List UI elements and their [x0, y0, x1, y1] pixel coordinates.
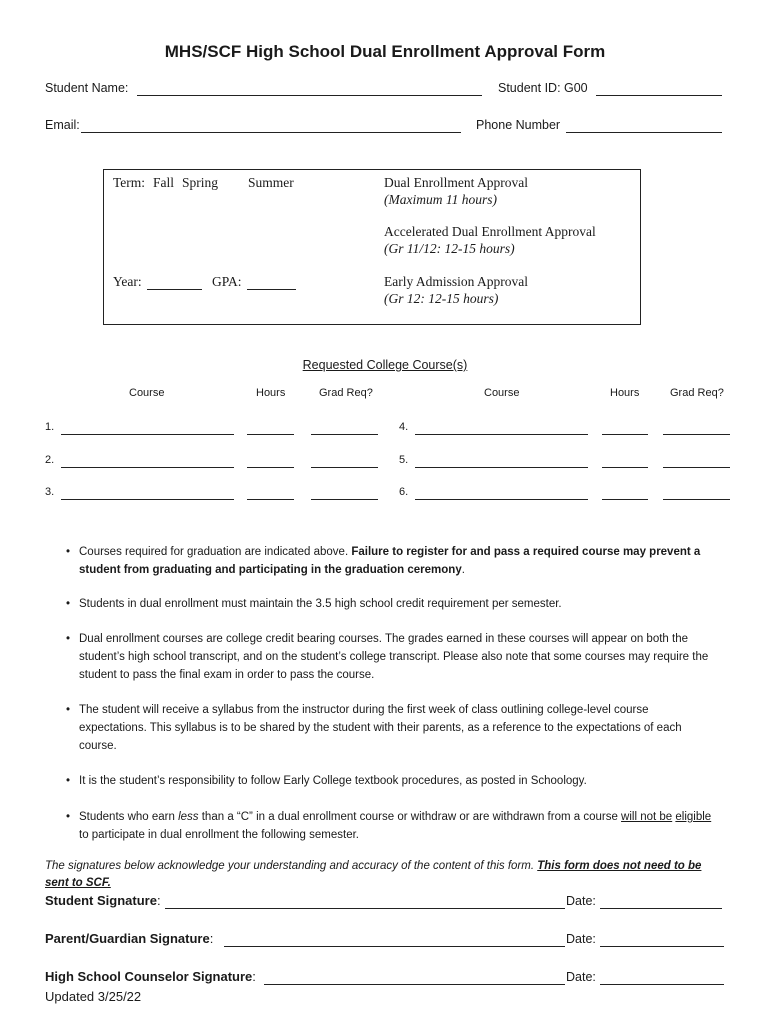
term-label: Term:: [113, 175, 146, 190]
approval-accelerated[interactable]: Accelerated Dual Enrollment Approval: [384, 224, 596, 239]
parent-date-field[interactable]: [600, 946, 724, 947]
course-field[interactable]: [415, 499, 588, 500]
colon: :: [209, 931, 214, 946]
parent-signature-label: [45, 931, 213, 946]
acknowledgement-bold: This form does not need to be sent to SCF.: [45, 860, 702, 889]
approval-accelerated-note: (Gr 11/12: 12-15 hours): [384, 241, 515, 256]
bullet-icon: •: [66, 633, 71, 645]
gradreq-field[interactable]: [311, 467, 378, 468]
list-item-text: [79, 543, 715, 579]
bullet-icon: •: [66, 546, 71, 558]
hours-field[interactable]: [602, 467, 648, 468]
phone-field[interactable]: [566, 132, 722, 133]
form-title: MHS/SCF High School Dual Enrollment Approval Form: [164, 42, 606, 61]
student-name-label: Student Name:: [45, 81, 129, 95]
col-gradreq-right: Grad Req?: [670, 387, 724, 399]
student-signature-text: Student Signature: [45, 893, 157, 908]
hours-field[interactable]: [602, 499, 648, 500]
bullet-icon: •: [66, 811, 71, 823]
list-item-text-underline: eligible: [675, 811, 712, 823]
list-item-text: [79, 808, 715, 844]
student-date-label: Date:: [566, 894, 596, 908]
col-hours-right: Hours: [610, 387, 640, 399]
course-field[interactable]: [61, 434, 234, 435]
col-course-left: Course: [129, 387, 165, 399]
courses-title: Requested College Course(s): [302, 358, 468, 372]
list-item-text: The student will receive a syllabus from the instructor during the first week of class outlining college-level course expectations. This syllabus is to be shared by the student with their parents, as a reference to the expectations of each course.: [79, 704, 682, 752]
term-approval-box: [103, 169, 641, 325]
gradreq-field[interactable]: [311, 499, 378, 500]
gradreq-field[interactable]: [663, 434, 730, 435]
student-name-field[interactable]: [137, 95, 482, 96]
phone-label: Phone Number: [476, 118, 561, 132]
gpa-label: GPA:: [212, 274, 242, 289]
parent-signature-text: Parent/Guardian Signature: [45, 931, 210, 946]
student-id-field[interactable]: [596, 95, 722, 96]
email-field[interactable]: [81, 132, 461, 133]
term-option-fall[interactable]: Fall: [153, 175, 175, 190]
term-option-summer[interactable]: Summer: [248, 175, 294, 190]
row-number: 6.: [399, 486, 409, 498]
parent-date-label: Date:: [566, 932, 596, 946]
list-item-text-part: Students who earn: [79, 811, 179, 823]
list-item-text-end: .: [461, 564, 465, 576]
list-item-text: Dual enrollment courses are college credit bearing courses. The grades earned in these courses will appear on both the student’s high school transcript, and on the student’s college transcript. Please also note that some courses may require the student to pass the final exam in order to pass the course.: [79, 633, 709, 681]
year-label: Year:: [113, 274, 142, 289]
counselor-date-field[interactable]: [600, 984, 724, 985]
email-label: Email:: [45, 118, 80, 132]
list-item-text-bold: Failure to register for and pass a required course may prevent a student from graduating and participating in the graduation ceremony: [79, 546, 701, 576]
approval-dual-enrollment-note: (Maximum 11 hours): [384, 192, 497, 207]
col-hours-left: Hours: [256, 387, 286, 399]
gradreq-field[interactable]: [663, 499, 730, 500]
counselor-signature-label: [45, 969, 256, 984]
gradreq-field[interactable]: [311, 434, 378, 435]
approval-early-admission[interactable]: Early Admission Approval: [384, 274, 528, 289]
hours-field[interactable]: [247, 499, 294, 500]
row-number: 3.: [45, 486, 55, 498]
row-number: 2.: [45, 454, 55, 466]
gradreq-field[interactable]: [663, 467, 730, 468]
hours-field[interactable]: [602, 434, 648, 435]
list-item-text-italic: less: [178, 811, 199, 823]
student-signature-label: [45, 893, 161, 908]
hours-field[interactable]: [247, 467, 294, 468]
updated-date: Updated 3/25/22: [45, 989, 142, 1004]
row-number: 1.: [45, 421, 55, 433]
colon: :: [156, 893, 161, 908]
list-item-text: Students in dual enrollment must maintain the 3.5 high school credit requirement per semester.: [79, 598, 562, 610]
student-id-label: Student ID: G00: [498, 81, 588, 95]
colon: :: [252, 969, 256, 984]
year-field[interactable]: [147, 289, 202, 290]
counselor-signature-text: High School Counselor Signature: [45, 969, 253, 984]
counselor-signature-field[interactable]: [264, 984, 565, 985]
acknowledgement-italic: The signatures below acknowledge your understanding and accuracy of the content of this form.: [45, 860, 538, 872]
approval-early-admission-note: (Gr 12: 12-15 hours): [384, 291, 499, 306]
student-date-field[interactable]: [600, 908, 722, 909]
col-gradreq-left: Grad Req?: [319, 387, 373, 399]
course-field[interactable]: [61, 499, 234, 500]
acknowledgement-text: [45, 858, 725, 892]
approval-dual-enrollment[interactable]: Dual Enrollment Approval: [384, 175, 528, 190]
gpa-field[interactable]: [247, 289, 296, 290]
row-number: 5.: [399, 454, 409, 466]
list-item-text-plain: Courses required for graduation are indicated above.: [79, 546, 352, 558]
student-signature-field[interactable]: [165, 908, 565, 909]
course-field[interactable]: [415, 434, 588, 435]
bullet-icon: •: [66, 704, 71, 716]
hours-field[interactable]: [247, 434, 294, 435]
bullet-icon: •: [66, 775, 71, 787]
list-item-text-underline: will not be: [621, 811, 673, 823]
course-field[interactable]: [61, 467, 234, 468]
row-number: 4.: [399, 421, 409, 433]
col-course-right: Course: [484, 387, 520, 399]
list-item-text: It is the student’s responsibility to follow Early College textbook procedures, as posted in Schoology.: [79, 775, 587, 787]
list-item-text-part: than a “C” in a dual enrollment course or withdraw or are withdrawn from a course: [198, 811, 622, 823]
course-field[interactable]: [415, 467, 588, 468]
list-item-text-part: to participate in dual enrollment the following semester.: [79, 829, 359, 841]
bullet-icon: •: [66, 598, 71, 610]
counselor-date-label: Date:: [566, 970, 596, 984]
parent-signature-field[interactable]: [224, 946, 565, 947]
term-option-spring[interactable]: Spring: [182, 175, 219, 190]
